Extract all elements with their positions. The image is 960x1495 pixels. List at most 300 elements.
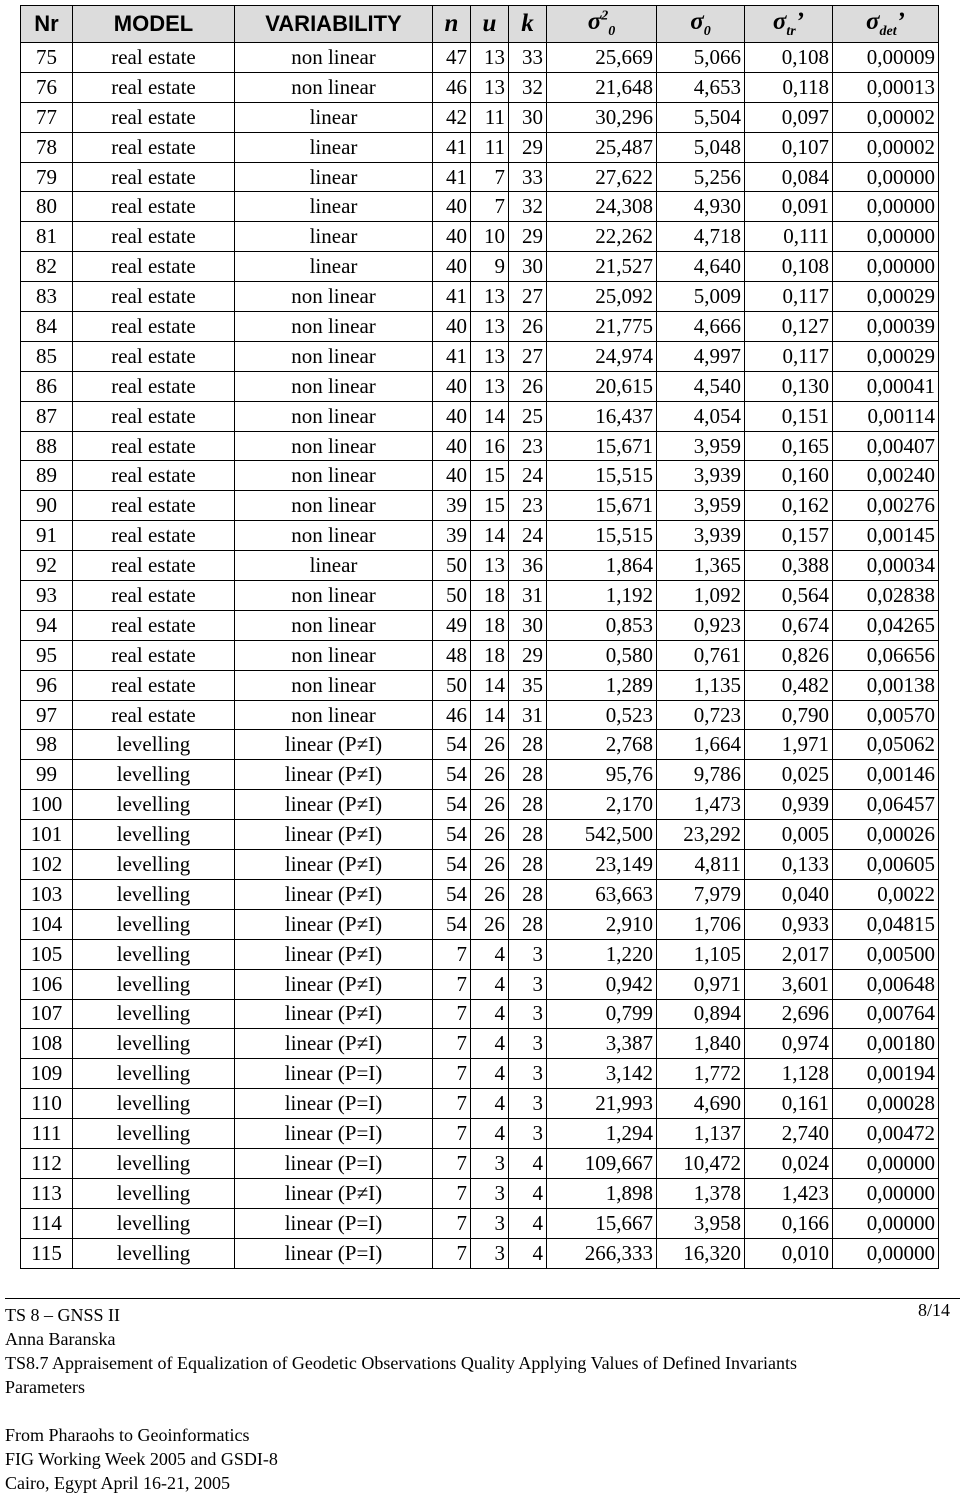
cell-nr: 83 bbox=[21, 282, 73, 312]
cell-model: real estate bbox=[73, 521, 235, 551]
table-row bbox=[21, 461, 939, 491]
cell-n: 50 bbox=[433, 551, 471, 581]
cell-nr: 110 bbox=[21, 1089, 73, 1119]
cell-n: 54 bbox=[433, 790, 471, 820]
cell-sigma0: 1,840 bbox=[657, 1029, 745, 1059]
cell-nr: 109 bbox=[21, 1059, 73, 1089]
table-row bbox=[21, 1119, 939, 1149]
cell-n: 49 bbox=[433, 610, 471, 640]
table-row bbox=[21, 610, 939, 640]
cell-sigma0: 5,009 bbox=[657, 282, 745, 312]
cell-sigma-det: 0,00194 bbox=[833, 1059, 939, 1089]
cell-variability: linear (P≠I) bbox=[235, 969, 433, 999]
cell-model: real estate bbox=[73, 640, 235, 670]
cell-n: 7 bbox=[433, 1238, 471, 1268]
cell-sigma-tr: 0,133 bbox=[745, 850, 833, 880]
cell-nr: 88 bbox=[21, 431, 73, 461]
table-row bbox=[21, 162, 939, 192]
cell-u: 26 bbox=[471, 850, 509, 880]
cell-sigma0-squared: 63,663 bbox=[547, 879, 657, 909]
cell-variability: linear bbox=[235, 551, 433, 581]
cell-sigma-det: 0,00026 bbox=[833, 820, 939, 850]
cell-n: 40 bbox=[433, 401, 471, 431]
cell-k: 24 bbox=[509, 521, 547, 551]
cell-variability: linear (P=I) bbox=[235, 1238, 433, 1268]
cell-variability: linear (P=I) bbox=[235, 1089, 433, 1119]
cell-sigma-tr: 0,108 bbox=[745, 252, 833, 282]
cell-sigma0: 3,959 bbox=[657, 431, 745, 461]
table-row bbox=[21, 222, 939, 252]
cell-sigma-det: 0,06656 bbox=[833, 640, 939, 670]
footer-session: TS 8 – GNSS II bbox=[5, 1305, 121, 1325]
header-variability: VARIABILITY bbox=[235, 6, 433, 43]
cell-n: 39 bbox=[433, 521, 471, 551]
cell-nr: 111 bbox=[21, 1119, 73, 1149]
cell-sigma-det: 0,05062 bbox=[833, 730, 939, 760]
cell-sigma-tr: 1,423 bbox=[745, 1178, 833, 1208]
cell-sigma-tr: 2,017 bbox=[745, 939, 833, 969]
cell-n: 7 bbox=[433, 1148, 471, 1178]
cell-sigma0: 3,939 bbox=[657, 461, 745, 491]
cell-sigma-tr: 0,091 bbox=[745, 192, 833, 222]
cell-sigma0: 16,320 bbox=[657, 1238, 745, 1268]
cell-nr: 112 bbox=[21, 1148, 73, 1178]
cell-u: 26 bbox=[471, 879, 509, 909]
cell-n: 40 bbox=[433, 431, 471, 461]
cell-sigma0-squared: 20,615 bbox=[547, 371, 657, 401]
cell-model: levelling bbox=[73, 820, 235, 850]
header-sigma0: $\sigma_0$ bbox=[657, 6, 745, 43]
cell-k: 4 bbox=[509, 1208, 547, 1238]
cell-sigma-tr: 0,160 bbox=[745, 461, 833, 491]
cell-n: 48 bbox=[433, 640, 471, 670]
cell-n: 40 bbox=[433, 371, 471, 401]
cell-sigma-det: 0,00029 bbox=[833, 282, 939, 312]
cell-sigma0: 4,666 bbox=[657, 312, 745, 342]
table-row bbox=[21, 670, 939, 700]
cell-nr: 82 bbox=[21, 252, 73, 282]
cell-sigma-tr: 0,974 bbox=[745, 1029, 833, 1059]
cell-sigma-det: 0,00002 bbox=[833, 132, 939, 162]
cell-sigma0: 1,135 bbox=[657, 670, 745, 700]
cell-nr: 97 bbox=[21, 700, 73, 730]
cell-nr: 78 bbox=[21, 132, 73, 162]
cell-variability: linear (P≠I) bbox=[235, 999, 433, 1029]
cell-sigma0: 0,923 bbox=[657, 610, 745, 640]
table-row bbox=[21, 939, 939, 969]
table-row bbox=[21, 640, 939, 670]
cell-sigma0-squared: 1,898 bbox=[547, 1178, 657, 1208]
cell-sigma-det: 0,00000 bbox=[833, 252, 939, 282]
cell-model: real estate bbox=[73, 282, 235, 312]
header-sigma0-squared: $\sigma^2_0$ bbox=[547, 6, 657, 43]
cell-sigma-tr: 0,157 bbox=[745, 521, 833, 551]
cell-k: 30 bbox=[509, 102, 547, 132]
cell-u: 26 bbox=[471, 909, 509, 939]
cell-u: 13 bbox=[471, 371, 509, 401]
cell-u: 3 bbox=[471, 1178, 509, 1208]
cell-n: 40 bbox=[433, 252, 471, 282]
cell-nr: 107 bbox=[21, 999, 73, 1029]
cell-sigma0-squared: 15,515 bbox=[547, 521, 657, 551]
table-body bbox=[21, 43, 939, 1269]
cell-sigma0: 5,256 bbox=[657, 162, 745, 192]
cell-sigma0: 1,706 bbox=[657, 909, 745, 939]
cell-n: 7 bbox=[433, 1059, 471, 1089]
cell-nr: 79 bbox=[21, 162, 73, 192]
cell-u: 13 bbox=[471, 282, 509, 312]
cell-n: 41 bbox=[433, 282, 471, 312]
table-row bbox=[21, 1059, 939, 1089]
cell-sigma-tr: 0,674 bbox=[745, 610, 833, 640]
cell-variability: non linear bbox=[235, 312, 433, 342]
cell-sigma0-squared: 21,527 bbox=[547, 252, 657, 282]
cell-sigma-tr: 0,111 bbox=[745, 222, 833, 252]
cell-sigma0: 0,971 bbox=[657, 969, 745, 999]
table-row bbox=[21, 730, 939, 760]
cell-sigma-tr: 0,107 bbox=[745, 132, 833, 162]
cell-variability: linear (P≠I) bbox=[235, 820, 433, 850]
table-row bbox=[21, 1089, 939, 1119]
header-model: MODEL bbox=[73, 6, 235, 43]
table-row bbox=[21, 431, 939, 461]
cell-u: 11 bbox=[471, 132, 509, 162]
cell-nr: 95 bbox=[21, 640, 73, 670]
cell-sigma0: 10,472 bbox=[657, 1148, 745, 1178]
cell-model: levelling bbox=[73, 1208, 235, 1238]
cell-sigma-det: 0,00605 bbox=[833, 850, 939, 880]
cell-model: real estate bbox=[73, 371, 235, 401]
cell-n: 7 bbox=[433, 1119, 471, 1149]
cell-k: 24 bbox=[509, 461, 547, 491]
cell-sigma0: 4,690 bbox=[657, 1089, 745, 1119]
cell-n: 46 bbox=[433, 700, 471, 730]
header-k: k bbox=[509, 6, 547, 43]
table-row bbox=[21, 371, 939, 401]
table-header-row bbox=[21, 6, 939, 43]
cell-nr: 75 bbox=[21, 43, 73, 73]
cell-sigma-det: 0,00039 bbox=[833, 312, 939, 342]
cell-model: real estate bbox=[73, 401, 235, 431]
cell-u: 7 bbox=[471, 192, 509, 222]
cell-sigma-tr: 0,108 bbox=[745, 43, 833, 73]
cell-variability: linear (P≠I) bbox=[235, 790, 433, 820]
cell-sigma-det: 0,04815 bbox=[833, 909, 939, 939]
cell-k: 28 bbox=[509, 730, 547, 760]
table-row bbox=[21, 1178, 939, 1208]
cell-n: 7 bbox=[433, 969, 471, 999]
cell-variability: linear (P≠I) bbox=[235, 1178, 433, 1208]
cell-sigma-det: 0,00000 bbox=[833, 162, 939, 192]
cell-variability: linear (P≠I) bbox=[235, 760, 433, 790]
cell-sigma-tr: 0,166 bbox=[745, 1208, 833, 1238]
cell-model: real estate bbox=[73, 610, 235, 640]
cell-n: 40 bbox=[433, 461, 471, 491]
cell-sigma0-squared: 25,487 bbox=[547, 132, 657, 162]
cell-sigma-det: 0,0022 bbox=[833, 879, 939, 909]
cell-k: 33 bbox=[509, 43, 547, 73]
cell-k: 29 bbox=[509, 640, 547, 670]
cell-sigma0: 1,137 bbox=[657, 1119, 745, 1149]
cell-nr: 101 bbox=[21, 820, 73, 850]
cell-sigma0-squared: 0,523 bbox=[547, 700, 657, 730]
cell-variability: linear (P≠I) bbox=[235, 939, 433, 969]
cell-variability: non linear bbox=[235, 341, 433, 371]
cell-model: real estate bbox=[73, 461, 235, 491]
cell-u: 18 bbox=[471, 581, 509, 611]
cell-n: 50 bbox=[433, 581, 471, 611]
cell-sigma-det: 0,00276 bbox=[833, 491, 939, 521]
cell-sigma0-squared: 15,671 bbox=[547, 491, 657, 521]
cell-nr: 104 bbox=[21, 909, 73, 939]
cell-u: 4 bbox=[471, 1029, 509, 1059]
table-row bbox=[21, 491, 939, 521]
cell-u: 26 bbox=[471, 820, 509, 850]
cell-k: 27 bbox=[509, 341, 547, 371]
cell-sigma0-squared: 25,669 bbox=[547, 43, 657, 73]
cell-nr: 98 bbox=[21, 730, 73, 760]
cell-sigma-det: 0,00029 bbox=[833, 341, 939, 371]
cell-variability: linear (P≠I) bbox=[235, 730, 433, 760]
cell-u: 7 bbox=[471, 162, 509, 192]
cell-u: 26 bbox=[471, 790, 509, 820]
cell-variability: non linear bbox=[235, 670, 433, 700]
cell-nr: 115 bbox=[21, 1238, 73, 1268]
cell-k: 23 bbox=[509, 491, 547, 521]
cell-model: levelling bbox=[73, 1148, 235, 1178]
cell-sigma0: 1,365 bbox=[657, 551, 745, 581]
cell-variability: non linear bbox=[235, 282, 433, 312]
cell-sigma0: 4,930 bbox=[657, 192, 745, 222]
cell-sigma-tr: 1,971 bbox=[745, 730, 833, 760]
cell-u: 16 bbox=[471, 431, 509, 461]
table-row bbox=[21, 1208, 939, 1238]
cell-u: 13 bbox=[471, 551, 509, 581]
cell-nr: 91 bbox=[21, 521, 73, 551]
cell-nr: 106 bbox=[21, 969, 73, 999]
cell-sigma-tr: 0,024 bbox=[745, 1148, 833, 1178]
cell-nr: 84 bbox=[21, 312, 73, 342]
cell-n: 7 bbox=[433, 1178, 471, 1208]
cell-model: real estate bbox=[73, 312, 235, 342]
cell-model: real estate bbox=[73, 491, 235, 521]
cell-nr: 99 bbox=[21, 760, 73, 790]
table-row bbox=[21, 999, 939, 1029]
cell-variability: linear (P≠I) bbox=[235, 1029, 433, 1059]
cell-sigma-tr: 0,151 bbox=[745, 401, 833, 431]
cell-model: levelling bbox=[73, 1059, 235, 1089]
cell-model: real estate bbox=[73, 72, 235, 102]
cell-sigma0-squared: 0,942 bbox=[547, 969, 657, 999]
cell-nr: 105 bbox=[21, 939, 73, 969]
cell-k: 3 bbox=[509, 1059, 547, 1089]
cell-nr: 94 bbox=[21, 610, 73, 640]
cell-model: real estate bbox=[73, 43, 235, 73]
cell-n: 46 bbox=[433, 72, 471, 102]
footer-conference: From Pharaohs to Geoinformatics bbox=[5, 1425, 250, 1445]
cell-k: 3 bbox=[509, 939, 547, 969]
cell-sigma0-squared: 22,262 bbox=[547, 222, 657, 252]
cell-model: real estate bbox=[73, 700, 235, 730]
cell-k: 31 bbox=[509, 700, 547, 730]
cell-variability: non linear bbox=[235, 581, 433, 611]
page-number: 8/14 bbox=[917, 1300, 950, 1320]
cell-k: 28 bbox=[509, 909, 547, 939]
cell-k: 29 bbox=[509, 132, 547, 162]
cell-k: 30 bbox=[509, 610, 547, 640]
cell-sigma0-squared: 30,296 bbox=[547, 102, 657, 132]
cell-variability: non linear bbox=[235, 401, 433, 431]
footer-author: Anna Baranska bbox=[5, 1329, 116, 1349]
table-row bbox=[21, 909, 939, 939]
cell-nr: 102 bbox=[21, 850, 73, 880]
cell-model: levelling bbox=[73, 999, 235, 1029]
cell-sigma0: 3,939 bbox=[657, 521, 745, 551]
cell-n: 54 bbox=[433, 730, 471, 760]
cell-variability: linear bbox=[235, 222, 433, 252]
cell-sigma-det: 0,00000 bbox=[833, 192, 939, 222]
cell-variability: non linear bbox=[235, 610, 433, 640]
cell-variability: linear (P=I) bbox=[235, 1119, 433, 1149]
cell-nr: 86 bbox=[21, 371, 73, 401]
cell-k: 4 bbox=[509, 1148, 547, 1178]
cell-sigma-tr: 0,933 bbox=[745, 909, 833, 939]
cell-model: real estate bbox=[73, 252, 235, 282]
cell-variability: non linear bbox=[235, 521, 433, 551]
cell-k: 28 bbox=[509, 850, 547, 880]
cell-sigma0-squared: 2,768 bbox=[547, 730, 657, 760]
table-row bbox=[21, 312, 939, 342]
cell-sigma-det: 0,00028 bbox=[833, 1089, 939, 1119]
header-sigma-det: $\sigma_{det}$’ bbox=[833, 6, 939, 43]
cell-sigma-tr: 0,482 bbox=[745, 670, 833, 700]
cell-k: 30 bbox=[509, 252, 547, 282]
cell-sigma0-squared: 21,648 bbox=[547, 72, 657, 102]
cell-sigma-det: 0,00114 bbox=[833, 401, 939, 431]
cell-sigma-det: 0,00472 bbox=[833, 1119, 939, 1149]
cell-sigma0-squared: 0,580 bbox=[547, 640, 657, 670]
cell-k: 36 bbox=[509, 551, 547, 581]
cell-model: levelling bbox=[73, 850, 235, 880]
cell-k: 4 bbox=[509, 1178, 547, 1208]
cell-sigma0-squared: 109,667 bbox=[547, 1148, 657, 1178]
cell-n: 40 bbox=[433, 192, 471, 222]
cell-sigma-tr: 0,040 bbox=[745, 879, 833, 909]
cell-n: 7 bbox=[433, 1029, 471, 1059]
cell-nr: 87 bbox=[21, 401, 73, 431]
cell-variability: linear (P=I) bbox=[235, 1208, 433, 1238]
cell-k: 31 bbox=[509, 581, 547, 611]
cell-sigma0: 4,718 bbox=[657, 222, 745, 252]
cell-sigma0-squared: 21,775 bbox=[547, 312, 657, 342]
cell-sigma0: 1,664 bbox=[657, 730, 745, 760]
cell-sigma0-squared: 1,289 bbox=[547, 670, 657, 700]
table-row bbox=[21, 820, 939, 850]
cell-u: 11 bbox=[471, 102, 509, 132]
cell-sigma0-squared: 1,864 bbox=[547, 551, 657, 581]
cell-model: levelling bbox=[73, 1178, 235, 1208]
cell-model: levelling bbox=[73, 1238, 235, 1268]
cell-model: levelling bbox=[73, 760, 235, 790]
cell-k: 27 bbox=[509, 282, 547, 312]
cell-model: real estate bbox=[73, 162, 235, 192]
cell-sigma-det: 0,00407 bbox=[833, 431, 939, 461]
cell-variability: non linear bbox=[235, 431, 433, 461]
cell-sigma-det: 0,00000 bbox=[833, 1208, 939, 1238]
table-row bbox=[21, 760, 939, 790]
cell-k: 33 bbox=[509, 162, 547, 192]
cell-k: 26 bbox=[509, 371, 547, 401]
cell-model: real estate bbox=[73, 102, 235, 132]
cell-nr: 108 bbox=[21, 1029, 73, 1059]
cell-sigma-det: 0,00002 bbox=[833, 102, 939, 132]
table-row bbox=[21, 341, 939, 371]
cell-sigma0-squared: 0,853 bbox=[547, 610, 657, 640]
cell-n: 41 bbox=[433, 341, 471, 371]
cell-variability: linear bbox=[235, 252, 433, 282]
cell-sigma0-squared: 16,437 bbox=[547, 401, 657, 431]
cell-sigma-tr: 0,564 bbox=[745, 581, 833, 611]
cell-sigma0: 4,653 bbox=[657, 72, 745, 102]
cell-nr: 76 bbox=[21, 72, 73, 102]
cell-sigma-det: 0,00034 bbox=[833, 551, 939, 581]
cell-u: 13 bbox=[471, 43, 509, 73]
footer-divider bbox=[5, 1298, 960, 1299]
cell-sigma0-squared: 1,220 bbox=[547, 939, 657, 969]
cell-variability: non linear bbox=[235, 640, 433, 670]
cell-variability: non linear bbox=[235, 371, 433, 401]
cell-model: real estate bbox=[73, 341, 235, 371]
cell-variability: linear (P=I) bbox=[235, 1148, 433, 1178]
cell-sigma-det: 0,00000 bbox=[833, 1178, 939, 1208]
cell-u: 14 bbox=[471, 700, 509, 730]
cell-sigma-tr: 0,790 bbox=[745, 700, 833, 730]
cell-sigma-tr: 0,130 bbox=[745, 371, 833, 401]
cell-k: 25 bbox=[509, 401, 547, 431]
cell-sigma-det: 0,00570 bbox=[833, 700, 939, 730]
cell-sigma-tr: 1,128 bbox=[745, 1059, 833, 1089]
cell-n: 7 bbox=[433, 999, 471, 1029]
cell-variability: non linear bbox=[235, 43, 433, 73]
cell-model: real estate bbox=[73, 551, 235, 581]
cell-sigma0-squared: 21,993 bbox=[547, 1089, 657, 1119]
footer-event: FIG Working Week 2005 and GSDI-8 bbox=[5, 1449, 278, 1469]
table-row bbox=[21, 43, 939, 73]
cell-sigma-det: 0,00764 bbox=[833, 999, 939, 1029]
cell-sigma-tr: 0,010 bbox=[745, 1238, 833, 1268]
cell-u: 18 bbox=[471, 610, 509, 640]
cell-sigma-tr: 2,696 bbox=[745, 999, 833, 1029]
cell-u: 13 bbox=[471, 341, 509, 371]
cell-u: 3 bbox=[471, 1148, 509, 1178]
cell-model: real estate bbox=[73, 192, 235, 222]
cell-u: 15 bbox=[471, 491, 509, 521]
cell-sigma0-squared: 1,294 bbox=[547, 1119, 657, 1149]
cell-sigma0: 0,761 bbox=[657, 640, 745, 670]
cell-variability: linear bbox=[235, 102, 433, 132]
table-row bbox=[21, 879, 939, 909]
cell-model: levelling bbox=[73, 1119, 235, 1149]
cell-k: 26 bbox=[509, 312, 547, 342]
cell-n: 40 bbox=[433, 312, 471, 342]
table-row bbox=[21, 102, 939, 132]
cell-nr: 90 bbox=[21, 491, 73, 521]
cell-sigma-tr: 0,117 bbox=[745, 341, 833, 371]
cell-sigma0: 1,105 bbox=[657, 939, 745, 969]
cell-sigma0: 5,066 bbox=[657, 43, 745, 73]
cell-k: 28 bbox=[509, 879, 547, 909]
table-row bbox=[21, 192, 939, 222]
